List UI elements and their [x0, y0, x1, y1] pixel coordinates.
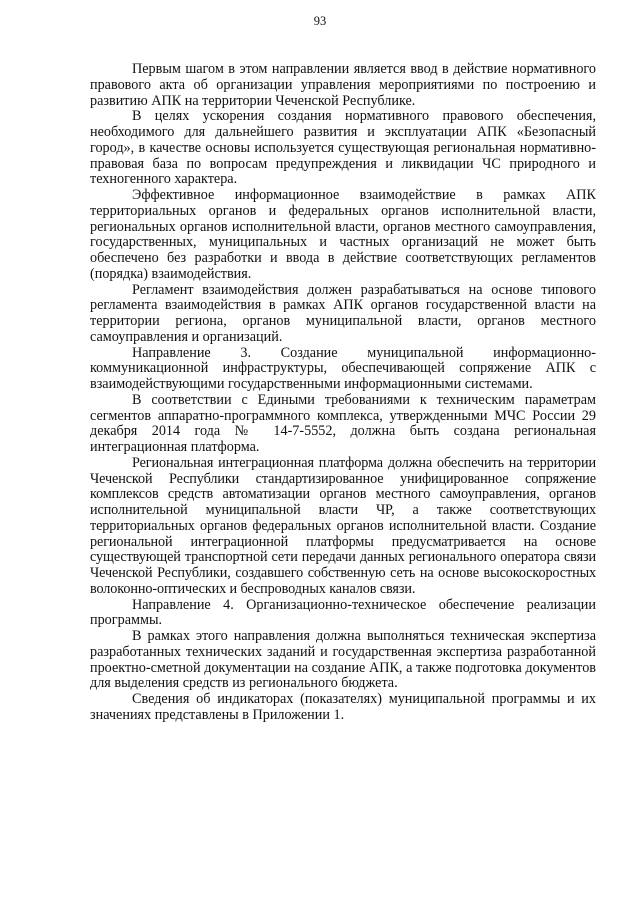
paragraph-expertise: В рамках этого направления должна выполняться техническая экспертиза разработанных технических заданий и государственная экспертиза разработанной проектно-сметной документации на создание АПК, а также подготовка документов для выделения средств из регионального бюджета.: [90, 628, 596, 692]
paragraph-direction-3: Направление 3. Создание муниципальной информационно-коммуникационной инфраструктуры, обеспечивающей сопряжение АПК с взаимодействующими государственными информационными системами.: [90, 344, 596, 392]
page-number: 93: [313, 14, 327, 28]
paragraph-regulatory-base: В целях ускорения создания нормативного правового обеспечения, необходимого для дальнейшего развития и эксплуатации АПК «Безопасный город», в качестве основы используется существующая региональная нормативно-правовая база по вопросам предупреждения и ликвидации ЧС природного и техногенного характера.: [90, 108, 596, 188]
document-body: [90, 62, 596, 724]
paragraph-requirements: В соответствии с Едиными требованиями к техническим параметрам сегментов аппаратно-программного комплекса, утвержденными МЧС России 29 декабря 2014 года № 14-7-5552, должна быть создана региональная интеграционная платформа.: [90, 391, 596, 455]
paragraph-indicators: Сведения об индикаторах (показателях) муниципальной программы и их значениях представлены в Приложении 1.: [90, 691, 596, 723]
paragraph-interaction: Эффективное информационное взаимодействие в рамках АПК территориальных органов и федеральных органов исполнительной власти, региональных органов исполнительной власти, органов местного самоуправления, государственных, муниципальных и частных организаций не может быть обеспечено без разработки и ввода в действие соответствующих регламентов (порядка) взаимодействия.: [90, 187, 596, 282]
paragraph-first-step: Первым шагом в этом направлении является ввод в действие нормативного правового акта об организации управления мероприятиями по построению и развитию АПК на территории Чеченской Республике.: [90, 61, 596, 109]
paragraph-direction-4: Направление 4. Организационно-техническое обеспечение реализации программы.: [90, 596, 596, 629]
paragraph-integration-platform: Региональная интеграционная платформа должна обеспечить на территории Чеченской Республики стандартизированное унифицированное сопряжение комплексов средств автоматизации органов местного самоуправления, органов исполнительной муниципальной власти ЧР, а также соответствующих территориальных органов федеральных органов исполнительной власти. Создание региональной интеграционной платформы предусматривается на основе существующей транспортной сети передачи данных регионального оператора связи Чеченской Республики, создавшего собственную сеть на основе высокоскоростных волоконно-оптических и беспроводных каналов связи.: [90, 454, 596, 597]
paragraph-regulation: Регламент взаимодействия должен разрабатываться на основе типового регламента взаимодействия в рамках АПК органов государственной власти на территории региона, органов муниципальной власти, органов местного самоуправления и организаций.: [90, 281, 596, 345]
